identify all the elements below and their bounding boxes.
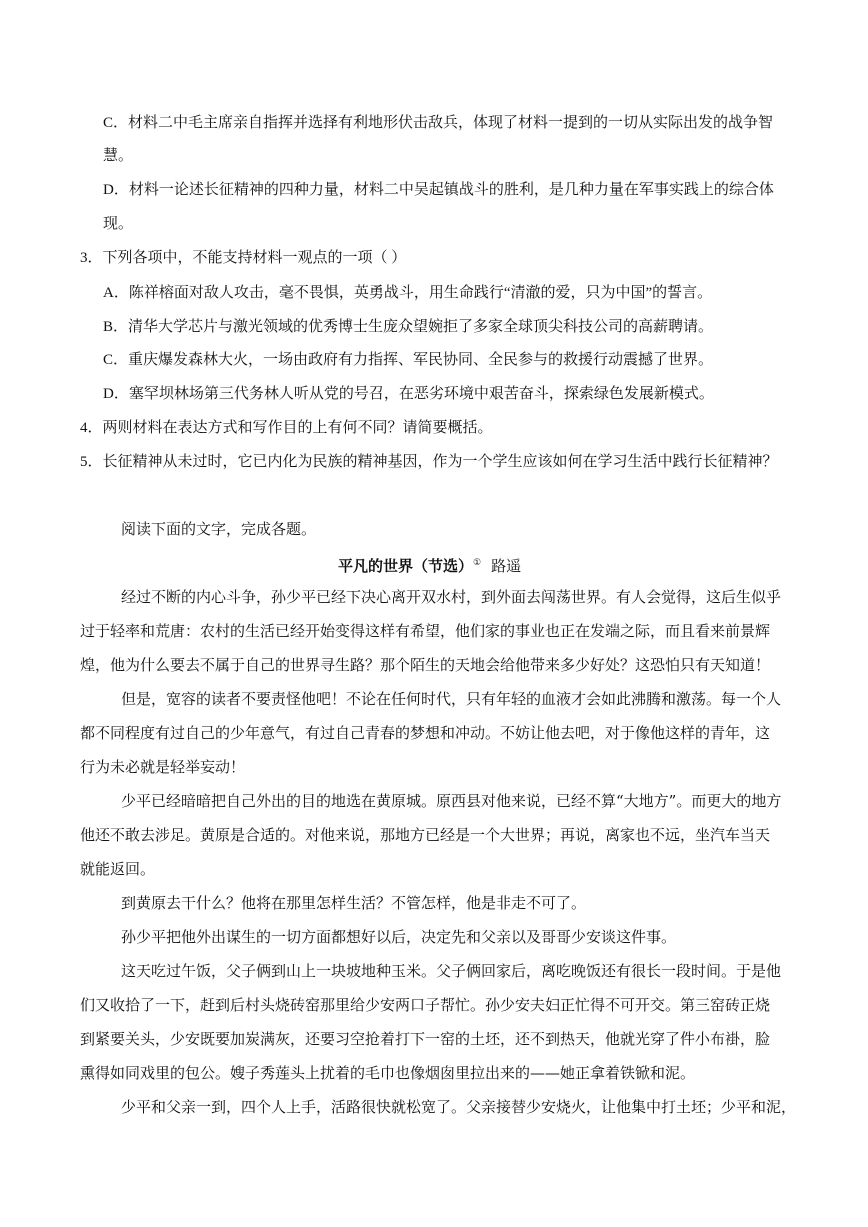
- passage-line: 就能返回。: [80, 860, 156, 878]
- passage-line: 煌，他为什么要去不属于自己的世界寻生路？那个陌生的天地会给他带来多少好处？这恐怕只有天知道！: [80, 656, 771, 674]
- passage-line: 过于轻率和荒唐：农村的生活已经开始变得这样有希望，他们家的事业也正在发端之际，而且看来前景辉: [80, 622, 771, 640]
- passage-title: 平凡的世界（节选）: [338, 557, 474, 575]
- reading-instruction: 阅读下面的文字，完成各题。: [121, 522, 317, 538]
- passage-line: 们又收拾了一下，赶到后村头烧砖窑那里给少安两口子帮忙。孙少安夫妇正忙得不可开交。第三窑砖正烧: [80, 996, 771, 1014]
- footnote-marker: ①: [473, 558, 482, 568]
- passage-line: 到紧要关头，少安既要加炭满灰，还要习空抢着打下一窑的土坯，还不到热天，他就光穿了件小布褂，脸: [80, 1030, 771, 1048]
- q4-stem: 4．两则材料在表达方式和写作目的上有何不同？请简要概括。: [80, 420, 493, 436]
- passage-line: 都不同程度有过自己的少年意气，有过自己青春的梦想和冲动。不妨让他去吧，对于像他这样的青年，这: [80, 724, 771, 742]
- passage-line: 孙少平把他外出谋生的一切方面都想好以后，决定先和父亲以及哥哥少安谈这件事。: [121, 928, 677, 946]
- q3-option-b: B．清华大学芯片与激光领域的优秀博士生庞众望婉拒了多家全球顶尖科技公司的高薪聘请。: [103, 319, 714, 335]
- passage-line: 但是，宽容的读者不要责怪他吧！不论在任何时代，只有年轻的血液才会如此沸腾和激荡。每一个人: [121, 690, 782, 708]
- q3-stem: 3．下列各项中，不能支持材料一观点的一项（ ）: [80, 250, 407, 266]
- passage-line: 行为未必就是轻举妄动！: [80, 758, 246, 776]
- passage-line: 到黄原去干什么？他将在那里怎样生活？不管怎样，他是非走不可了。: [121, 894, 587, 912]
- q3-option-a: A．陈祥榕面对敌人攻击，毫不畏惧，英勇战斗，用生命践行“清澈的爱，只为中国”的誓言。: [103, 285, 713, 301]
- passage-author: 路遥: [491, 557, 522, 575]
- q3-option-d: D．塞罕坝林场第三代务林人听从党的号召，在恶劣环境中艰苦奋斗，探索绿色发展新模式。: [103, 386, 714, 402]
- passage-line: 少平和父亲一到，四个人上手，活路很快就松宽了。父亲接替少安烧火，让他集中打土坯；少平和泥，: [121, 1098, 797, 1116]
- q2-option-d-line1: D．材料一论述长征精神的四种力量，材料二中吴起镇战斗的胜利，是几种力量在军事实践上的综合体: [103, 182, 774, 198]
- q2-option-c-line1: C．材料二中毛主席亲自指挥并选择有利地形伏击敌兵，体现了材料一提到的一切从实际出发的战争智: [103, 115, 774, 131]
- passage-line: 熏得如同戏里的包公。嫂子秀莲头上扰着的毛巾也像烟囱里拉出来的——她正拿着铁锨和泥。: [80, 1064, 696, 1082]
- q5-stem: 5．长征精神从未过时，它已内化为民族的精神基因，作为一个学生应该如何在学习生活中践行长征精神？: [80, 454, 778, 470]
- q2-option-d-line2: 现。: [103, 216, 134, 232]
- passage-line: 经过不断的内心斗争，孙少平已经下决心离开双水村，到外面去闯荡世界。有人会觉得，这后生似乎: [121, 588, 782, 606]
- passage-line: 少平已经暗暗把自己外出的目的地选在黄原城。原西县对他来说，已经不算“大地方”。而更大的地方: [121, 792, 782, 810]
- q3-option-c: C．重庆爆发森林大火，一场由政府有力指挥、军民协同、全民参与的救援行动震撼了世界。: [103, 352, 714, 368]
- passage-line: 他还不敢去涉足。黄原是合适的。对他来说，那地方已经是一个大世界；再说，离家也不远，坐汽车当天: [80, 826, 771, 844]
- passage-heading: [338, 553, 521, 576]
- q2-option-c-line2: 慧。: [103, 148, 134, 164]
- passage-line: 这天吃过午饭，父子俩到山上一块坡地种玉米。父子俩回家后，离吃晚饭还有很长一段时间。于是他: [121, 962, 782, 980]
